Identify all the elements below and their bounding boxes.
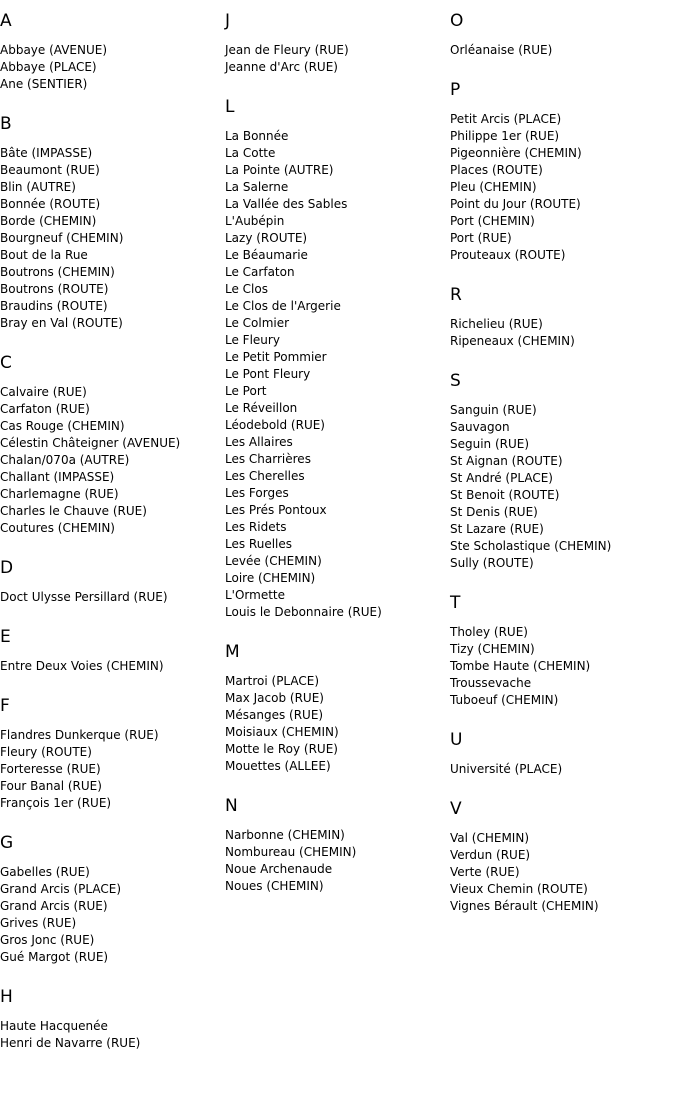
street-entry: Challant (IMPASSE)	[0, 470, 115, 484]
letter-section-o	[450, 10, 670, 59]
street-entry: Mouettes (ALLEE)	[225, 759, 331, 773]
section-letter-heading: B	[0, 114, 12, 134]
street-entry: Blin (AUTRE)	[0, 180, 76, 194]
street-entry: Le Petit Pommier	[225, 350, 327, 364]
street-entry: Les Forges	[225, 486, 289, 500]
street-entry: Sauvagon	[450, 420, 510, 434]
street-entry: Grand Arcis (RUE)	[0, 899, 108, 913]
street-entry: Calvaire (RUE)	[0, 385, 87, 399]
street-entry: Point du Jour (ROUTE)	[450, 197, 581, 211]
letter-section-a	[0, 10, 220, 93]
street-list	[225, 42, 445, 76]
street-entry: Places (ROUTE)	[450, 163, 543, 177]
street-entry: Max Jacob (RUE)	[225, 691, 324, 705]
street-entry: Val (CHEMIN)	[450, 831, 529, 845]
letter-section-f	[0, 695, 220, 812]
street-list	[0, 42, 220, 93]
street-entry: Haute Hacquenée	[0, 1019, 108, 1033]
letter-section-l	[225, 96, 445, 621]
street-entry: Levée (CHEMIN)	[225, 554, 322, 568]
street-list	[0, 1018, 220, 1052]
street-entry: Gabelles (RUE)	[0, 865, 90, 879]
street-entry: Grives (RUE)	[0, 916, 77, 930]
street-entry: Borde (CHEMIN)	[0, 214, 97, 228]
letter-section-h	[0, 986, 220, 1052]
street-entry: Grand Arcis (PLACE)	[0, 882, 122, 896]
street-entry: Martroi (PLACE)	[225, 674, 320, 688]
street-entry: Richelieu (RUE)	[450, 317, 543, 331]
street-entry: Sanguin (RUE)	[450, 403, 537, 417]
street-entry: Cas Rouge (CHEMIN)	[0, 419, 125, 433]
letter-section-t	[450, 592, 670, 709]
street-entry: Carfaton (RUE)	[0, 402, 90, 416]
street-entry: Nombureau (CHEMIN)	[225, 845, 357, 859]
section-letter-heading: M	[225, 642, 240, 662]
street-entry: Forteresse (RUE)	[0, 762, 101, 776]
street-list	[450, 624, 670, 709]
section-letter-heading: A	[0, 11, 12, 31]
street-entry: Le Port	[225, 384, 267, 398]
street-entry: Seguin (RUE)	[450, 437, 530, 451]
street-entry: Ane (SENTIER)	[0, 77, 88, 91]
letter-section-j	[225, 10, 445, 76]
street-entry: Lazy (ROUTE)	[225, 231, 308, 245]
street-entry: Pigeonnière (CHEMIN)	[450, 146, 582, 160]
street-list	[225, 673, 445, 775]
street-entry: Léodebold (RUE)	[225, 418, 325, 432]
section-letter-heading: N	[225, 796, 238, 816]
street-entry: Gué Margot (RUE)	[0, 950, 109, 964]
street-list	[0, 145, 220, 332]
index-column-1	[0, 10, 220, 1072]
section-letter-heading: P	[450, 80, 461, 100]
street-entry: La Bonnée	[225, 129, 289, 143]
street-entry: Braudins (ROUTE)	[0, 299, 108, 313]
letter-section-s	[450, 370, 670, 572]
street-entry: Le Colmier	[225, 316, 290, 330]
street-list	[225, 128, 445, 621]
street-entry: Gros Jonc (RUE)	[0, 933, 95, 947]
street-entry: Noues (CHEMIN)	[225, 879, 324, 893]
street-entry: Tholey (RUE)	[450, 625, 528, 639]
street-entry: Jean de Fleury (RUE)	[225, 43, 349, 57]
street-entry: Le Béaumarie	[225, 248, 308, 262]
street-entry: Célestin Châteigner (AVENUE)	[0, 436, 181, 450]
street-entry: Boutrons (ROUTE)	[0, 282, 109, 296]
section-letter-heading: C	[0, 353, 12, 373]
section-letter-heading: E	[0, 627, 11, 647]
street-entry: Beaumont (RUE)	[0, 163, 100, 177]
street-entry: Le Fleury	[225, 333, 280, 347]
street-entry: Bray en Val (ROUTE)	[0, 316, 123, 330]
street-list	[0, 658, 220, 675]
street-entry: Les Cherelles	[225, 469, 305, 483]
street-entry: Abbaye (AVENUE)	[0, 43, 108, 57]
street-list	[225, 827, 445, 895]
street-entry: L'Aubépin	[225, 214, 285, 228]
street-entry: La Vallée des Sables	[225, 197, 348, 211]
street-entry: La Pointe (AUTRE)	[225, 163, 334, 177]
street-entry: St Aignan (ROUTE)	[450, 454, 563, 468]
letter-section-d	[0, 557, 220, 606]
street-entry: Vieux Chemin (ROUTE)	[450, 882, 588, 896]
street-entry: Bonnée (ROUTE)	[0, 197, 101, 211]
section-letter-heading: D	[0, 558, 14, 578]
letter-section-r	[450, 284, 670, 350]
section-letter-heading: U	[450, 730, 463, 750]
letter-section-p	[450, 79, 670, 264]
section-letter-heading: L	[225, 97, 235, 117]
street-entry: Philippe 1er (RUE)	[450, 129, 560, 143]
index-column-3	[450, 10, 670, 935]
street-entry: Les Charrières	[225, 452, 311, 466]
street-entry: Tuboeuf (CHEMIN)	[450, 693, 559, 707]
street-entry: Tombe Haute (CHEMIN)	[450, 659, 591, 673]
street-entry: Pleu (CHEMIN)	[450, 180, 537, 194]
street-list	[0, 864, 220, 966]
street-entry: Petit Arcis (PLACE)	[450, 112, 562, 126]
letter-section-g	[0, 832, 220, 966]
street-entry: Port (CHEMIN)	[450, 214, 535, 228]
street-entry: Orléanaise (RUE)	[450, 43, 553, 57]
letter-section-c	[0, 352, 220, 537]
street-entry: Verdun (RUE)	[450, 848, 531, 862]
section-letter-heading: S	[450, 371, 461, 391]
street-entry: Louis le Debonnaire (RUE)	[225, 605, 382, 619]
street-entry: Ste Scholastique (CHEMIN)	[450, 539, 612, 553]
street-entry: Motte le Roy (RUE)	[225, 742, 338, 756]
street-list	[450, 111, 670, 264]
letter-section-v	[450, 798, 670, 915]
street-entry: Noue Archenaude	[225, 862, 333, 876]
street-entry: Prouteaux (ROUTE)	[450, 248, 566, 262]
street-entry: Henri de Navarre (RUE)	[0, 1036, 141, 1050]
section-letter-heading: F	[0, 696, 10, 716]
street-list	[450, 402, 670, 572]
street-entry: Université (PLACE)	[450, 762, 563, 776]
street-entry: Le Réveillon	[225, 401, 298, 415]
street-entry: Narbonne (CHEMIN)	[225, 828, 345, 842]
street-entry: Boutrons (CHEMIN)	[0, 265, 115, 279]
letter-section-n	[225, 795, 445, 895]
street-entry: Flandres Dunkerque (RUE)	[0, 728, 159, 742]
section-letter-heading: V	[450, 799, 462, 819]
street-list	[0, 727, 220, 812]
letter-section-b	[0, 113, 220, 332]
street-entry: Doct Ulysse Persillard (RUE)	[0, 590, 168, 604]
street-entry: François 1er (RUE)	[0, 796, 112, 810]
street-entry: Ripeneaux (CHEMIN)	[450, 334, 575, 348]
street-entry: L'Ormette	[225, 588, 286, 602]
street-entry: Chalan/070a (AUTRE)	[0, 453, 130, 467]
street-entry: Loire (CHEMIN)	[225, 571, 316, 585]
street-entry: Mésanges (RUE)	[225, 708, 324, 722]
street-list	[0, 589, 220, 606]
section-letter-heading: H	[0, 987, 13, 1007]
street-entry: Les Ridets	[225, 520, 287, 534]
street-entry: Verte (RUE)	[450, 865, 520, 879]
street-entry: Vignes Bérault (CHEMIN)	[450, 899, 599, 913]
street-entry: St Denis (RUE)	[450, 505, 538, 519]
street-entry: Le Pont Fleury	[225, 367, 311, 381]
street-entry: Charles le Chauve (RUE)	[0, 504, 147, 518]
street-entry: Le Clos de l'Argerie	[225, 299, 341, 313]
street-entry: Le Carfaton	[225, 265, 295, 279]
street-entry: Port (RUE)	[450, 231, 512, 245]
section-letter-heading: T	[450, 593, 461, 613]
section-letter-heading: O	[450, 11, 464, 31]
street-list	[450, 761, 670, 778]
street-entry: Le Clos	[225, 282, 268, 296]
street-entry: Jeanne d'Arc (RUE)	[225, 60, 338, 74]
index-column-2	[225, 10, 445, 915]
street-entry: Moisiaux (CHEMIN)	[225, 725, 339, 739]
street-entry: Tizy (CHEMIN)	[450, 642, 535, 656]
street-entry: Bout de la Rue	[0, 248, 88, 262]
street-entry: Troussevache	[450, 676, 532, 690]
street-entry: Les Allaires	[225, 435, 293, 449]
letter-section-u	[450, 729, 670, 778]
street-entry: Les Ruelles	[225, 537, 293, 551]
street-list	[450, 316, 670, 350]
street-list	[450, 830, 670, 915]
section-letter-heading: J	[225, 11, 231, 31]
street-entry: Fleury (ROUTE)	[0, 745, 92, 759]
street-list	[0, 384, 220, 537]
street-entry: Bâte (IMPASSE)	[0, 146, 93, 160]
section-letter-heading: G	[0, 833, 14, 853]
street-entry: St André (PLACE)	[450, 471, 553, 485]
street-entry: Bourgneuf (CHEMIN)	[0, 231, 124, 245]
street-entry: Coutures (CHEMIN)	[0, 521, 115, 535]
street-entry: Four Banal (RUE)	[0, 779, 102, 793]
street-entry: Sully (ROUTE)	[450, 556, 534, 570]
letter-section-e	[0, 626, 220, 675]
letter-section-m	[225, 641, 445, 775]
street-entry: Les Prés Pontoux	[225, 503, 327, 517]
section-letter-heading: R	[450, 285, 462, 305]
street-entry: Entre Deux Voies (CHEMIN)	[0, 659, 164, 673]
street-entry: St Benoit (ROUTE)	[450, 488, 560, 502]
street-list	[450, 42, 670, 59]
street-entry: La Salerne	[225, 180, 289, 194]
street-entry: Charlemagne (RUE)	[0, 487, 119, 501]
street-entry: St Lazare (RUE)	[450, 522, 544, 536]
street-entry: Abbaye (PLACE)	[0, 60, 97, 74]
street-entry: La Cotte	[225, 146, 276, 160]
